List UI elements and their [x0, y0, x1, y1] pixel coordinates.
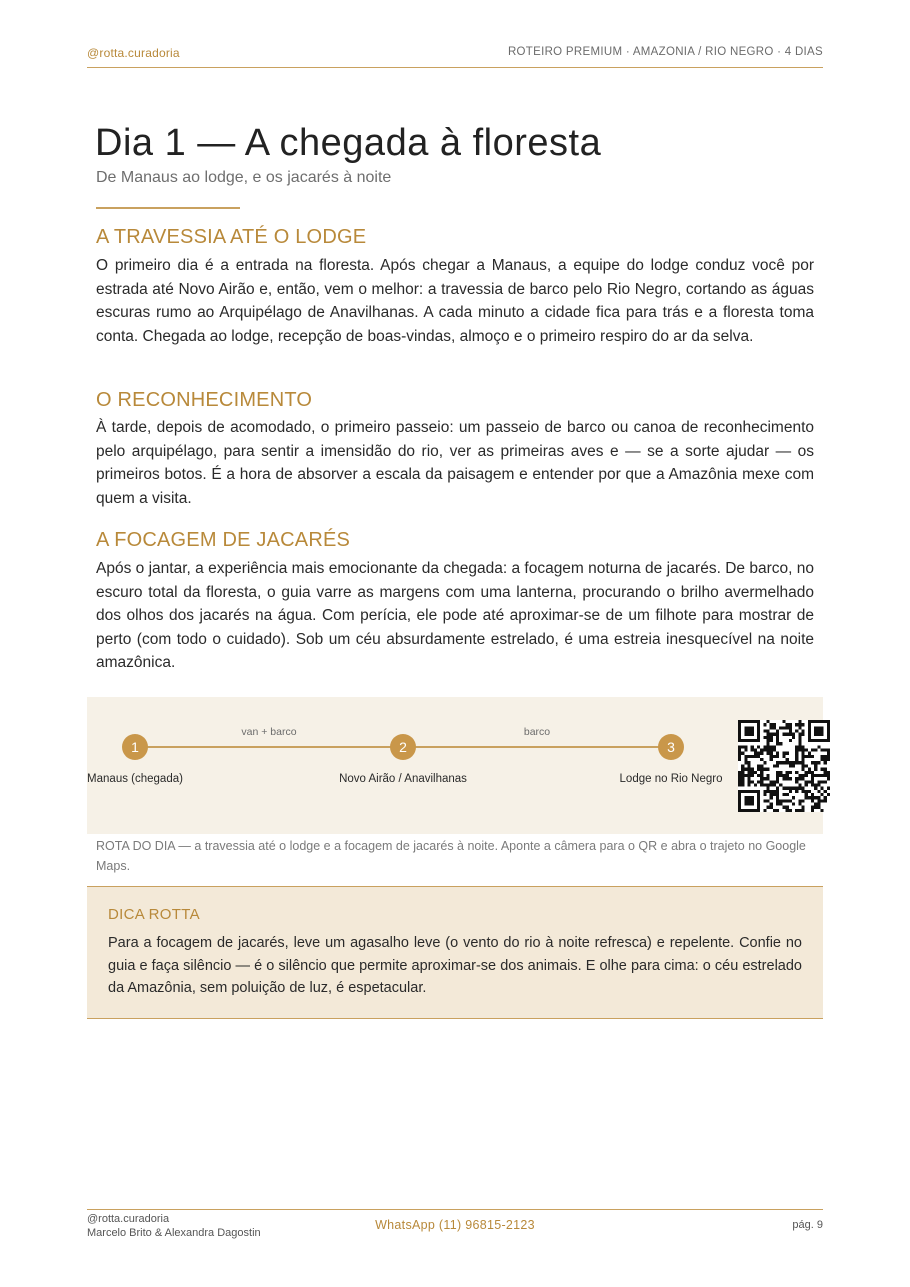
tip-heading: DICA ROTTA — [108, 906, 200, 923]
route-leg-label-1: van + barco — [241, 726, 297, 738]
section-heading-focagem: A FOCAGEM DE JACARÉS — [96, 529, 351, 551]
section-heading-reconhecimento: O RECONHECIMENTO — [96, 389, 313, 411]
route-stop-marker-2: 2 — [390, 734, 416, 760]
header-divider — [87, 67, 823, 68]
footer-authors: Marcelo Brito & Alexandra Dagostin — [87, 1227, 261, 1239]
qr-code-icon[interactable] — [738, 720, 830, 812]
footer-handle: @rotta.curadoria — [87, 1213, 170, 1225]
footer-divider — [87, 1209, 823, 1210]
route-leg-line-2 — [403, 746, 671, 748]
section-heading-travessia: A TRAVESSIA ATÉ O LODGE — [96, 226, 367, 248]
route-stop-marker-3: 3 — [658, 734, 684, 760]
route-stop-name-1: Manaus (chegada) — [87, 773, 183, 785]
footer-page-number: pág. 9 — [792, 1219, 823, 1231]
header-handle: @rotta.curadoria — [87, 46, 180, 60]
title-accent-rule — [96, 207, 240, 209]
route-caption: ROTA DO DIA — a travessia até o lodge e a focagem de jacarés à noite. Aponte a câmera para o QR e abra o trajeto no Google Maps. — [96, 839, 806, 873]
route-leg-line-1 — [135, 746, 403, 748]
page-title: Dia 1 — A chegada à floresta — [95, 122, 602, 164]
tip-body: Para a focagem de jacarés, leve um agasalho leve (o vento do rio à noite refresca) e repelente. Confie no guia e faça silêncio — é o silêncio que permite aproximar-se dos animais. E olhe para cima: o céu estrelado da Amazônia, sem poluição de luz, é espetacular. — [108, 935, 802, 996]
section-body-reconhecimento: À tarde, depois de acomodado, o primeiro passeio: um passeio de barco ou canoa de reconhecimento pelo arquipélago, para sentir a imensidão do rio, ver as primeiras aves e — se a sorte ajudar — os primeiros botos. É a hora de absorver a escala da paisagem e entender por que a Amazônia mexe com quem a visita. — [96, 419, 814, 507]
section-body-focagem: Após o jantar, a experiência mais emocionante da chegada: a focagem noturna de jacarés. De barco, no escuro total da floresta, o guia varre as margens com uma lanterna, procurando o brilho avermelhado dos olhos dos jacarés na água. Com perícia, ele pode até aproximar-se de um filhote para mostrar de perto (com todo o cuidado). Sob um céu absurdamente estrelado, é uma estreia inesquecível na noite amazônica. — [96, 560, 814, 671]
route-stop-name-2: Novo Airão / Anavilhanas — [339, 773, 467, 785]
header-doc-label: ROTEIRO PREMIUM · AMAZONIA / RIO NEGRO · 4 DIAS — [507, 46, 823, 58]
section-body-travessia: O primeiro dia é a entrada na floresta. Após chegar a Manaus, a equipe do lodge conduz você por estrada até Novo Airão e, então, vem o melhor: a travessia de barco pelo Rio Negro, cortando as águas escuras rumo ao Arquipélago de Anavilhanas. A cada minuto a cidade fica para trás e a floresta toma conta. Chegada ao lodge, recepção de boas-vindas, almoço e o primeiro respiro do ar da selva. — [96, 257, 814, 345]
tip-box — [87, 886, 823, 1019]
route-map — [87, 697, 823, 834]
footer-whatsapp-link[interactable]: WhatsApp (11) 96815-2123 — [375, 1218, 535, 1232]
route-stop-marker-1: 1 — [122, 734, 148, 760]
route-leg-label-2: barco — [523, 726, 551, 738]
route-stop-name-3: Lodge no Rio Negro — [619, 773, 723, 785]
page-subtitle: De Manaus ao lodge, e os jacarés à noite — [96, 169, 392, 186]
